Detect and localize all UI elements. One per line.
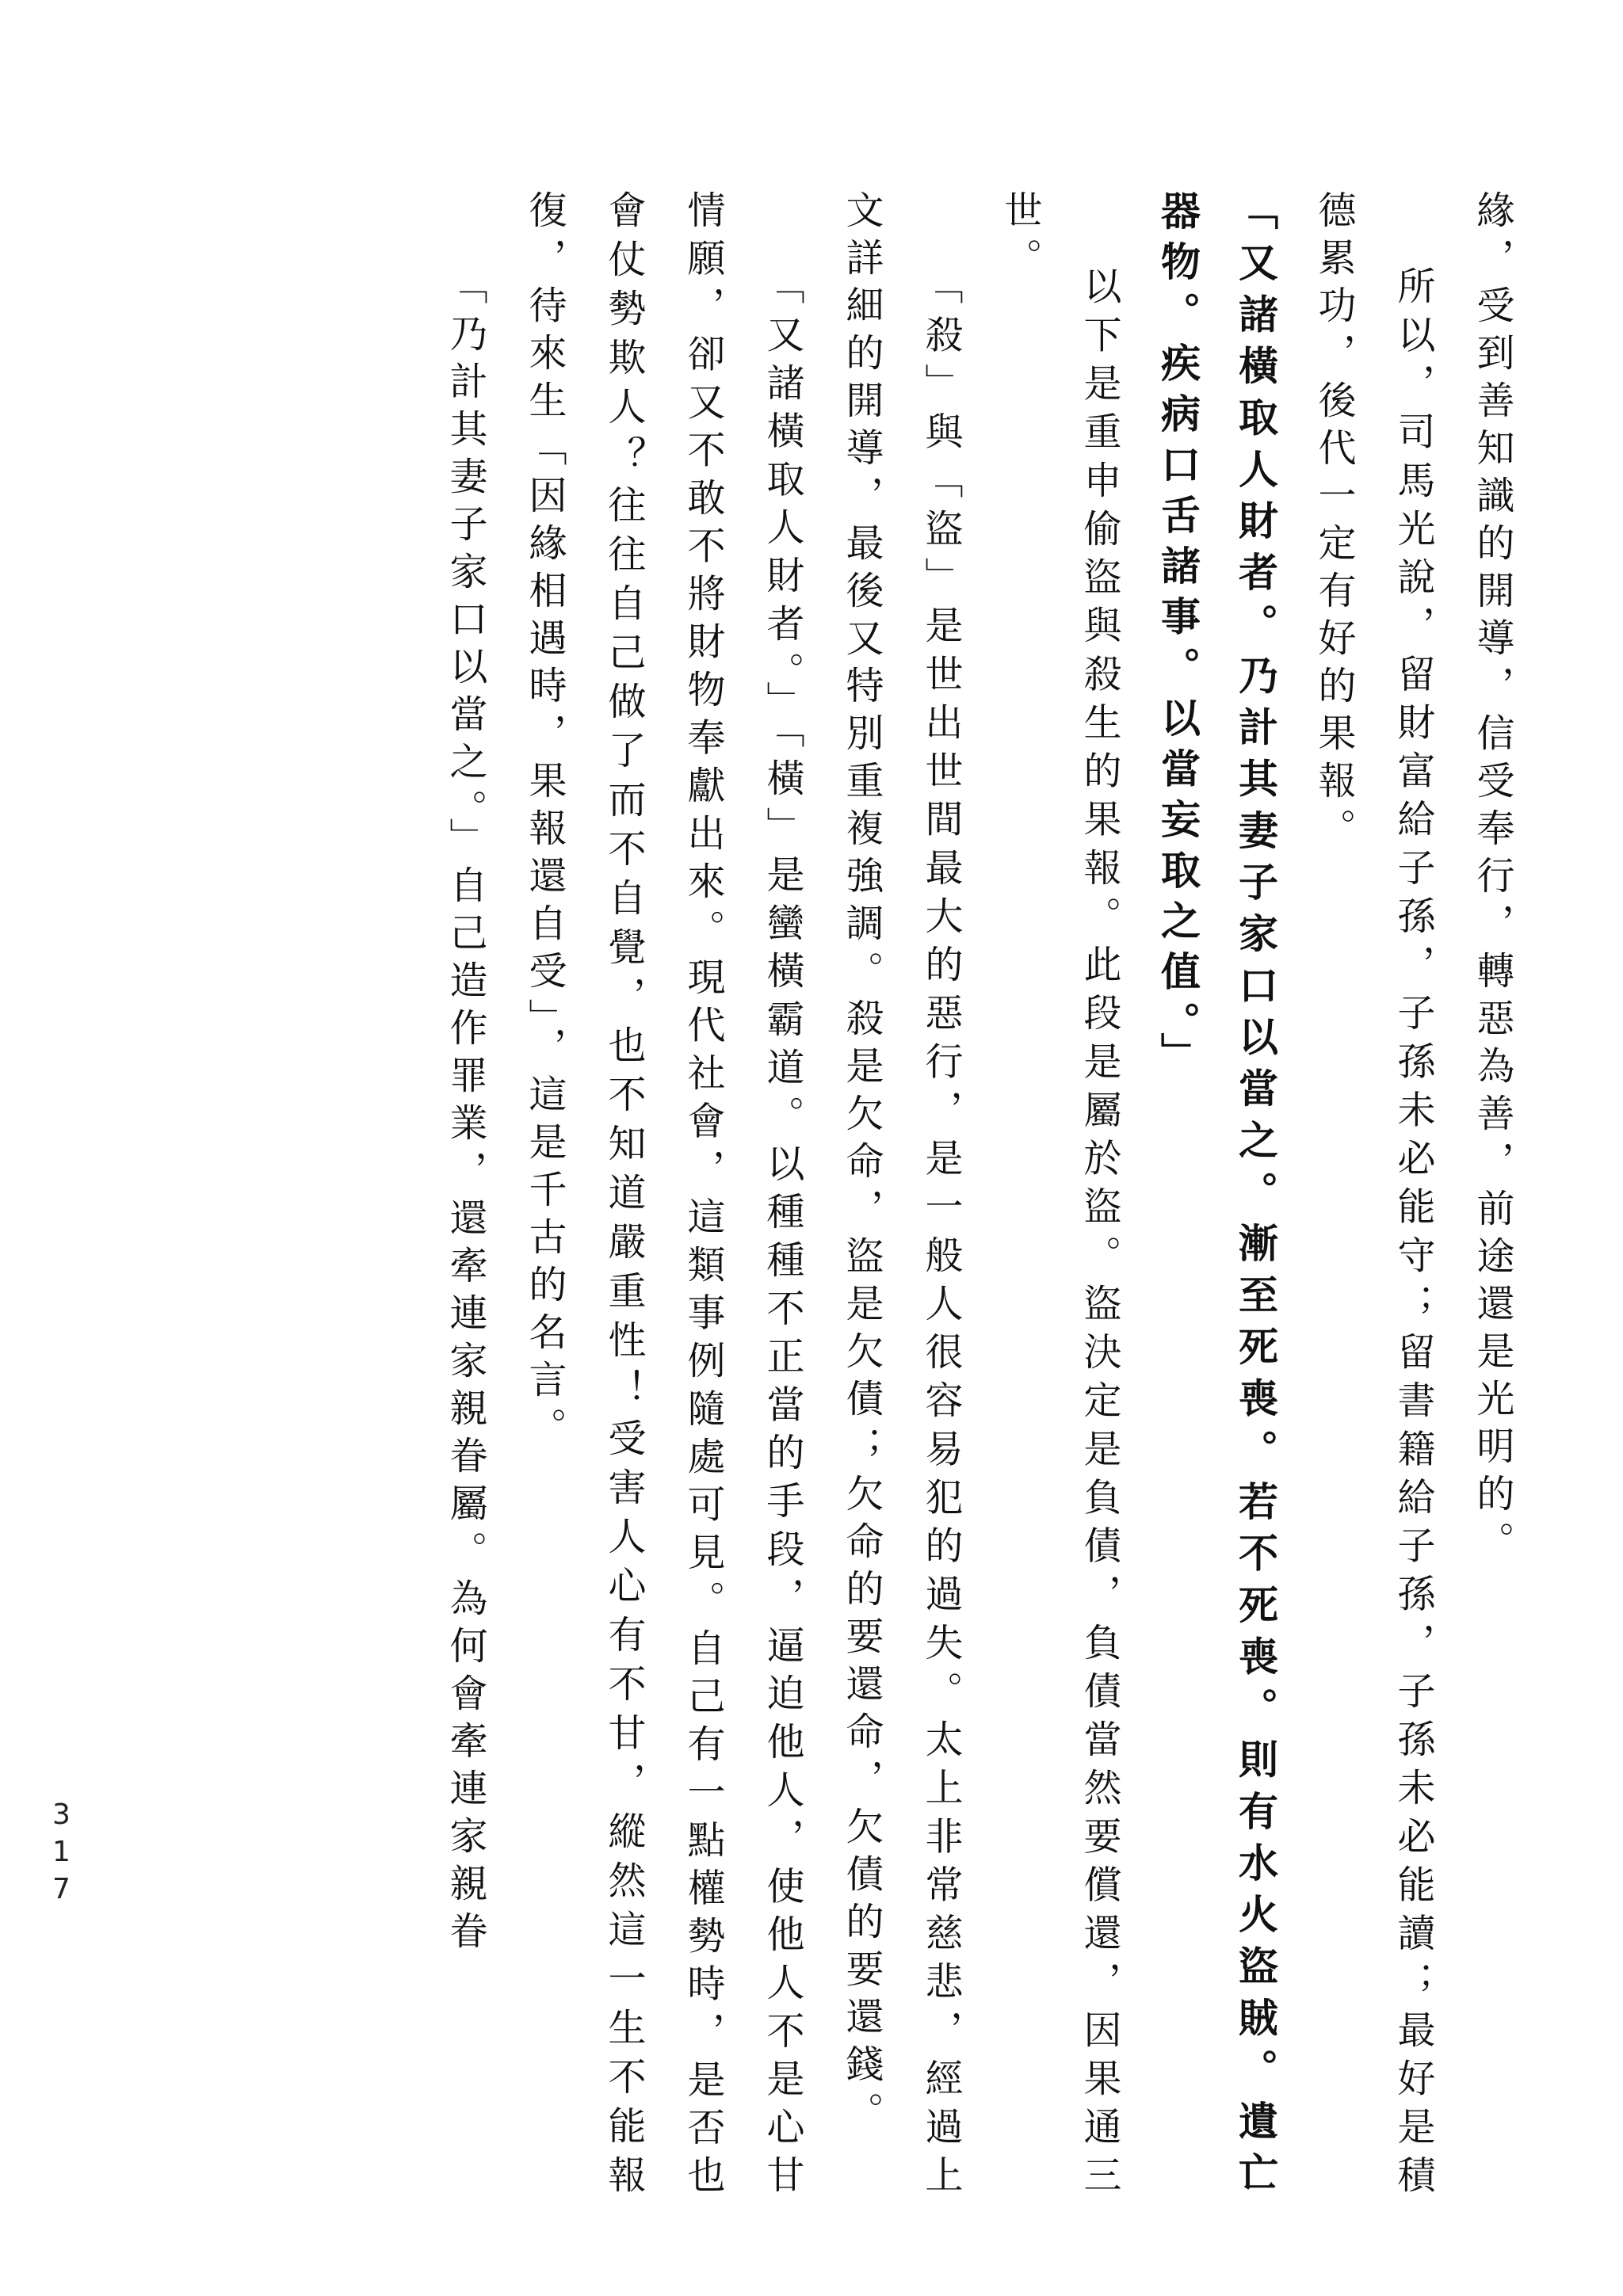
paragraph-family-burden: 「乃計其妻子家口以當之。」自己造作罪業，還牽連家親眷屬。為何會牽連家親眷 xyxy=(443,266,487,1958)
paragraph-sima-guang: 所以，司馬光說，留財富給子孫，子孫未必能守；留書籍給子孫，子孫未必能讀；最好是積德累功，後代一定有好的果報。 xyxy=(1312,190,1435,2203)
paragraph-forcible-taking: 「又諸橫取人財者。」「橫」是蠻橫霸道。以種種不正當的手段，逼迫他人，使他人不是心甘情願，卻又不敢不將財物奉獻出來。現代社會，這類事例隨處可見。自己有一點權勢時，是否也會仗勢欺人？往往自己做了而不自覺，也不知道嚴重性！受害人心有不甘，縱然這一生不能報復，待來生「因緣相遇時，果報還自受」，這是千古的名言。 xyxy=(522,190,804,2203)
vertical-text-body xyxy=(113,190,1532,2203)
paragraph-theft-karma: 以下是重申偷盜與殺生的果報。此段是屬於盜。盜決定是負債，負債當然要償還，因果通三世。 xyxy=(998,190,1121,2203)
scripture-quote: 「又諸橫取人財者。乃計其妻子家口以當之。漸至死喪。若不死喪。則有水火盜賊。遺亡器物。疾病口舌諸事。以當妄取之值。」 xyxy=(1155,190,1278,2203)
page-number: 317 xyxy=(45,1798,78,1910)
paragraph-continuation: 緣，受到善知識的開導，信受奉行，轉惡為善，前途還是光明的。 xyxy=(1470,190,1514,1569)
paragraph-killing-stealing: 「殺」與「盜」是世出世間最大的惡行，是一般人很容易犯的過失。太上非常慈悲，經過上文詳細的開導，最後又特別重複強調。殺是欠命，盜是欠債；欠命的要還命，欠債的要還錢。 xyxy=(839,190,963,2203)
